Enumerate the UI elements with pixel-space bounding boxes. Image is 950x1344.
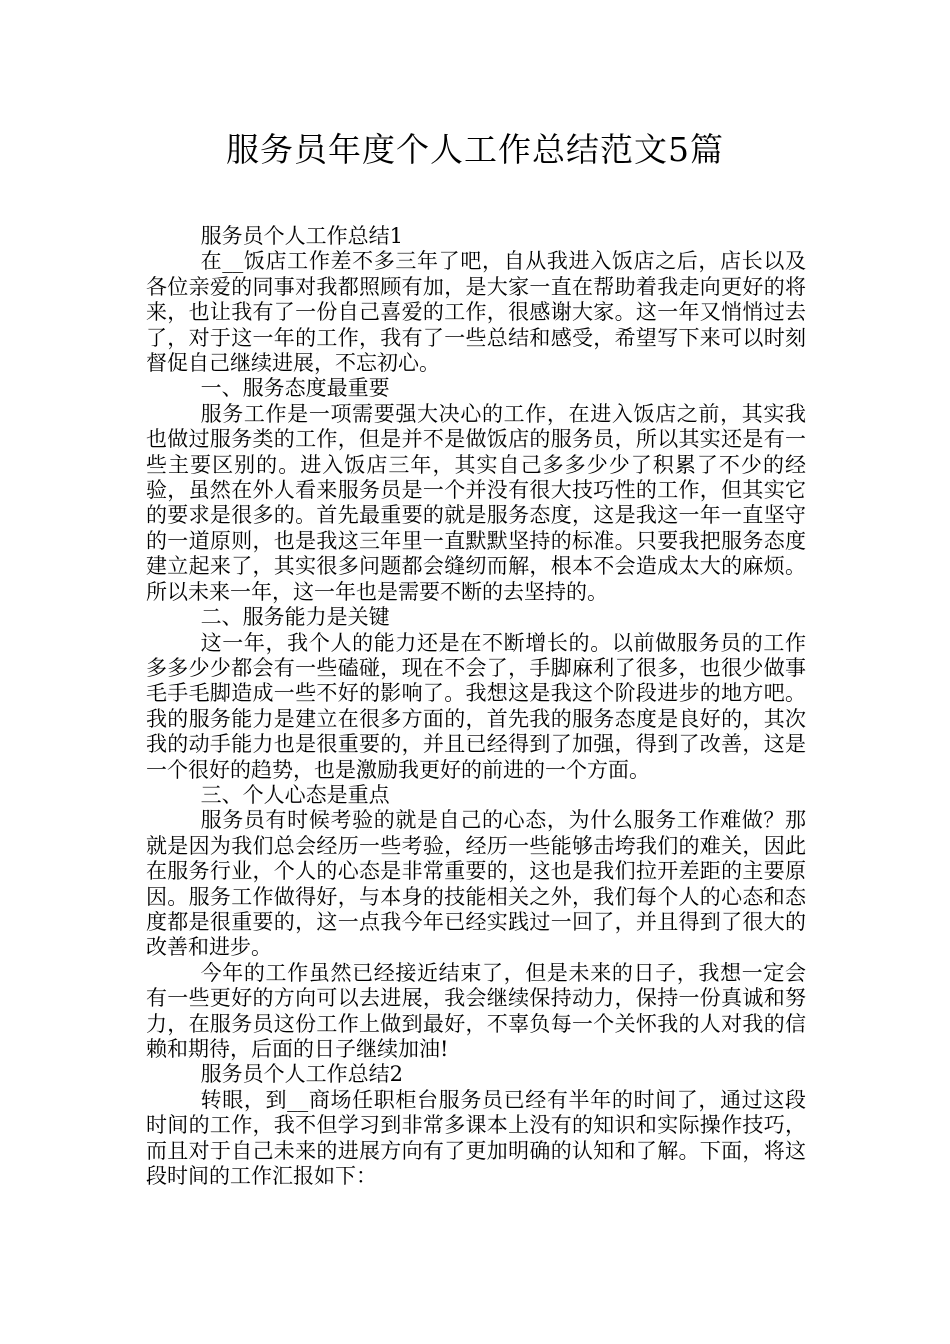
- paragraph-summary-2-intro: 转眼，到__商场任职柜台服务员已经有半年的时间了，通过这段时间的工作，我不但学习到非常多课本上没有的知识和实际操作技巧，而且对于自己未来的进展方向有了更加明确的认知和了解。下面，将这段时间的工作汇报如下：: [146, 1087, 806, 1189]
- subheading-service-ability: 二、服务能力是关键: [200, 605, 390, 630]
- paragraph-personal-mindset: 服务员有时候考验的就是自己的心态，为什么服务工作难做？那就是因为我们总会经历一些考验，经历一些能够击垮我们的难关，因此在服务行业，个人的心态是非常重要的，这也是我们拉开差距的主要原因。服务工作做得好，与本身的技能相关之外，我们每个人的心态和态度都是很重要的，这一点我今年已经实践过一回了，并且得到了很大的改善和进步。: [146, 808, 806, 960]
- paragraph-service-ability: 这一年，我个人的能力还是在不断增长的。以前做服务员的工作多多少少都会有一些磕碰，现在不会了，手脚麻利了很多，也很少做事毛手毛脚造成一些不好的影响了。我想这是我这个阶段进步的地方吧。我的服务能力是建立在很多方面的，首先我的服务态度是良好的，其次我的动手能力也是很重要的，并且已经得到了加强，得到了改善，这是一个很好的趋势，也是激励我更好的前进的一个方面。: [146, 630, 806, 782]
- subheading-service-attitude: 一、服务态度最重要: [200, 376, 390, 401]
- document-title: 服务员年度个人工作总结范文5篇: [226, 130, 724, 169]
- document-body: [146, 224, 806, 1189]
- paragraph-service-attitude: 服务工作是一项需要强大决心的工作，在进入饭店之前，其实我也做过服务类的工作，但是并不是做饭店的服务员，所以其实还是有一些主要区别的。进入饭店三年，其实自己多多少少了积累了不少的经验，虽然在外人看来服务员是一个并没有很大技巧性的工作，但其实它的要求是很多的。首先最重要的就是服务态度，这是我这一年一直坚守的一道原则，也是我这三年里一直默默坚持的标准。只要我把服务态度建立起来了，其实很多问题都会缝纫而解，根本不会造成太大的麻烦。所以未来一年，这一年也是需要不断的去坚持的。: [146, 401, 806, 604]
- paragraph-conclusion: 今年的工作虽然已经接近结束了，但是未来的日子，我想一定会有一些更好的方向可以去进展，我会继续保持动力，保持一份真诚和努力，在服务员这份工作上做到最好，不辜负每一个关怀我的人对我的信赖和期待，后面的日子继续加油!: [146, 960, 806, 1061]
- paragraph-intro: 在__饭店工作差不多三年了吧，自从我进入饭店之后，店长以及各位亲爱的同事对我都照顾有加，是大家一直在帮助着我走向更好的将来，也让我有了一份自己喜爱的工作，很感谢大家。这一年又悄悄过去了，对于这一年的工作，我有了一些总结和感受，希望写下来可以时刻督促自己继续进展，不忘初心。: [146, 249, 806, 376]
- section-heading-summary-2: 服务员个人工作总结2: [200, 1062, 403, 1087]
- subheading-personal-mindset: 三、个人心态是重点: [200, 782, 390, 807]
- section-heading-summary-1: 服务员个人工作总结1: [200, 224, 403, 248]
